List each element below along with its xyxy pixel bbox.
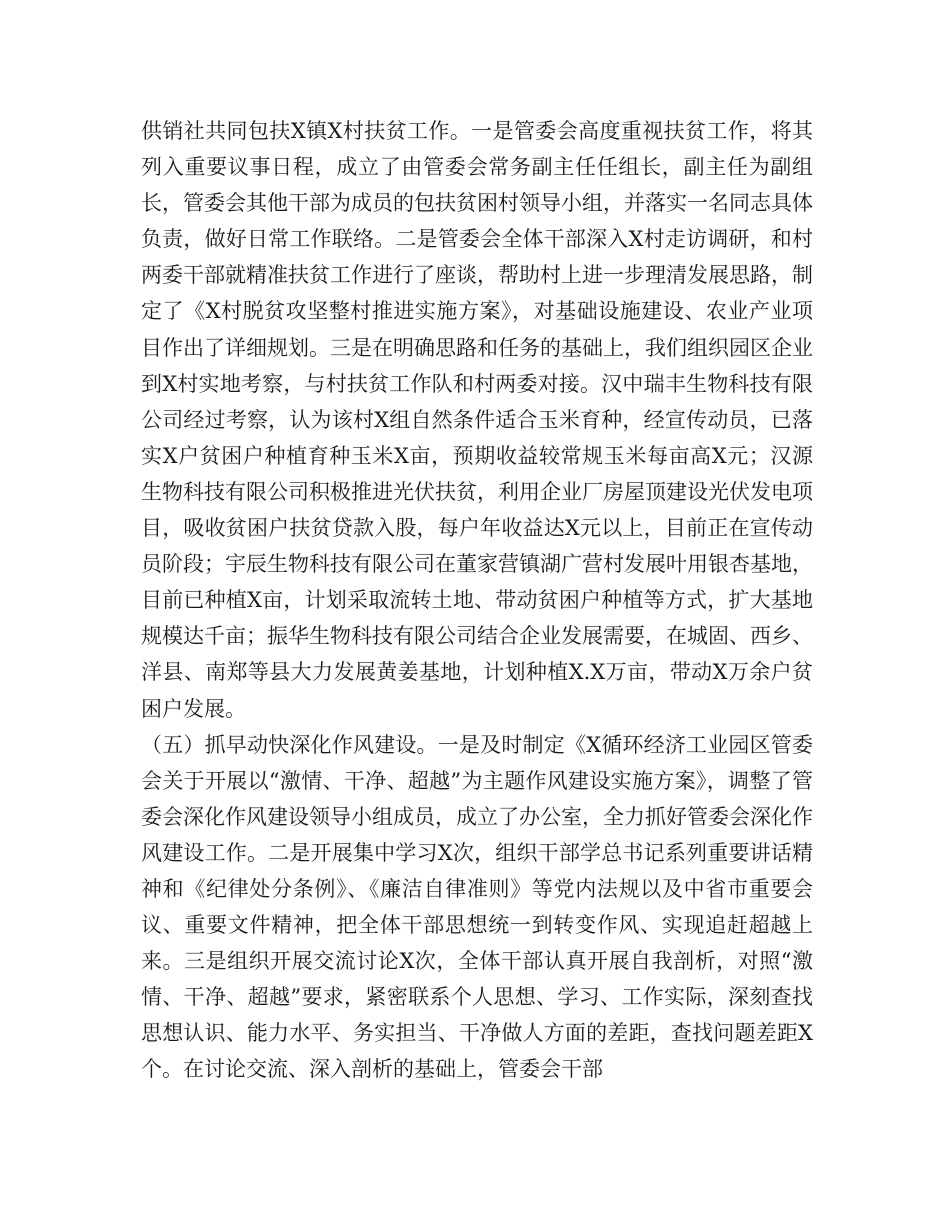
document-body (141, 113, 813, 1088)
body-paragraph-1: 供销社共同包扶X镇X村扶贫工作。一是管委会高度重视扶贫工作，将其列入重要议事日程，成立了由管委会常务副主任任组长，副主任为副组长，管委会其他干部为成员的包扶贫困村领导小组，并落实一名同志具体负责，做好日常工作联络。二是管委会全体干部深入X村走访调研，和村两委干部就精准扶贫工作进行了座谈，帮助村上进一步理清发展思路，制定了《X村脱贫攻坚整村推进实施方案》，对基础设施建设、农业产业项目作出了详细规划。三是在明确思路和任务的基础上，我们组织园区企业到X村实地考察，与村扶贫工作队和村两委对接。汉中瑞丰生物科技有限公司经过考察，认为该村X组自然条件适合玉米育种，经宣传动员，已落实X户贫困户种植育种玉米X亩，预期收益较常规玉米每亩高X元；汉源生物科技有限公司积极推进光伏扶贫，利用企业厂房屋顶建设光伏发电项目，吸收贫困户扶贫贷款入股，每户年收益达X元以上，目前正在宣传动员阶段；宇辰生物科技有限公司在董家营镇湖广营村发展叶用银杏基地，目前已种植X亩，计划采取流转土地、带动贫困户种植等方式，扩大基地规模达千亩；振华生物科技有限公司结合企业发展需要，在城固、西乡、洋县、南郑等县大力发展黄姜基地，计划种植X.X万亩，带动X万余户贫困户发展。 (141, 119, 813, 721)
body-paragraph-2: （五）抓早动快深化作风建设。一是及时制定《X循环经济工业园区管委会关于开展以“激情、干净、超越”为主题作风建设实施方案》，调整了管委会深化作风建设领导小组成员，成立了办公室，全力抓好管委会深化作风建设工作。二是开展集中学习X次，组织干部学总书记系列重要讲话精神和《纪律处分条例》、《廉洁自律准则》等党内法规以及中省市重要会议、重要文件精神，把全体干部思想统一到转变作风、实现追赶超越上来。三是组织开展交流讨论X次，全体干部认真开展自我剖析，对照“激情、干净、超越”要求，紧密联系个人思想、学习、工作实际，深刻查找思想认识、能力水平、务实担当、干净做人方面的差距，查找问题差距X个。在讨论交流、深入剖析的基础上，管委会干部 (141, 732, 813, 1082)
